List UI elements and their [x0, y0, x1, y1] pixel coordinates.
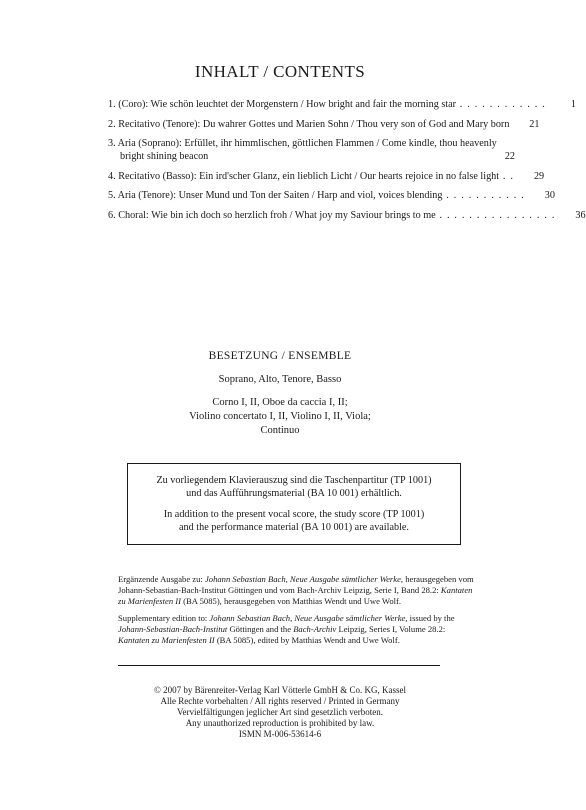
supplementary-edition-english: Supplementary edition to: Johann Sebastian Bach, Neue Ausgabe sämtlicher Werke, issued by the Johann-Sebastian-Bach-Institut Göttingen and the Bach-Archiv Leipzig, Series I, Volume 28.2: Kantaten zu Marienfesten II (BA 5085), edited by Matthias Wendt and Uwe Wolf. — [118, 613, 455, 645]
instrument-line: Violino concertato I, II, Violino I, II, Viola; — [189, 411, 371, 422]
toc-entry-1 — [108, 98, 576, 111]
availability-notice-box — [127, 463, 461, 545]
toc-entry-text: 5. Aria (Tenore): Unser Mund und Ton der Saiten / Harp and viol, voices blending . . . . . . . . . . . — [108, 190, 525, 201]
toc-entry-5 — [108, 189, 555, 202]
toc-page-number: 36 — [575, 209, 586, 221]
ensemble-voices: Soprano, Alto, Tenore, Basso — [218, 374, 342, 385]
ismn-number: ISMN M-006-53614-6 — [238, 729, 322, 739]
divider-rule — [118, 665, 440, 666]
toc-entry-text: 2. Recitativo (Tenore): Du wahrer Gottes und Marien Sohn / Thou very son of God and Mary born — [108, 118, 510, 130]
toc-page-number: 1 — [570, 99, 576, 110]
toc-entry-text: 4. Recitativo (Basso): Ein ird'scher Glanz, ein lieblich Licht / Our hearts rejoice in no false light . . — [108, 170, 515, 182]
toc-entry-3 — [108, 137, 515, 163]
toc-entry-text-continued: bright shining beacon — [120, 151, 209, 162]
ensemble-instruments — [0, 396, 560, 438]
availability-notice-english: In addition to the present vocal score, the study score (TP 1001) and the performance material (BA 10 001) are available. — [163, 509, 425, 533]
toc-entry-6 — [108, 209, 586, 222]
toc-page-number: 30 — [544, 190, 555, 201]
leader-dots: . . . . . . . . . . . . — [456, 99, 546, 110]
copyright-line: © 2007 by Bärenreiter-Verlag Karl Vötterle GmbH & Co. KG, Kassel — [154, 685, 406, 695]
availability-notice-german: Zu vorliegendem Klavierauszug sind die Taschenpartitur (TP 1001) und das Aufführungsmaterial (BA 10 001) erhältlich. — [156, 475, 432, 499]
instrument-line: Corno I, II, Oboe da caccia I, II; — [212, 397, 348, 408]
supplementary-edition-german: Ergänzende Ausgabe zu: Johann Sebastian Bach, Neue Ausgabe sämtlicher Werke, herausgegeben vom Johann-Sebastian-Bach-Institut Göttingen und vom Bach-Archiv Leipzig, Serie I, Band 28.2: Kantaten zu Marienfesten II (BA 5085), herausgegeben von Matthias Wendt und Uwe Wolf. — [118, 574, 474, 606]
leader-dots: . . . . . . . . . . . — [442, 190, 525, 201]
toc-page-number: 29 — [533, 170, 545, 182]
reproduction-line-english: Any unauthorized reproduction is prohibited by law. — [185, 718, 375, 728]
leader-dots: . . . . . . . . . . . . . . . . — [435, 209, 556, 221]
rights-line: Alle Rechte vorbehalten / All rights reserved / Printed in Germany — [160, 696, 400, 706]
page-title: INHALT / CONTENTS — [194, 62, 366, 81]
toc-entry-2 — [108, 118, 540, 131]
ensemble-heading: BESETZUNG / ENSEMBLE — [208, 350, 352, 362]
toc-page-number: 22 — [504, 151, 515, 162]
toc-entry-4 — [108, 170, 545, 183]
toc-entry-text: 3. Aria (Soprano): Erfüllet, ihr himmlischen, göttlichen Flammen / Come kindle, thou heavenly — [108, 138, 497, 149]
reproduction-line-german: Vervielfältigungen jeglicher Art sind gesetzlich verboten. — [177, 707, 383, 717]
toc-entry-text: 1. (Coro): Wie schön leuchtet der Morgenstern / How bright and fair the morning star . . . . . . . . . . . . — [108, 99, 546, 110]
leader-dots: . . — [499, 170, 515, 182]
toc-page-number: 21 — [529, 118, 540, 130]
toc-entry-text: 6. Choral: Wie bin ich doch so herzlich froh / What joy my Saviour brings to me . . . . . . . . . . . . . . . . — [108, 209, 556, 221]
table-of-contents — [108, 98, 586, 228]
copyright-block — [0, 685, 560, 740]
instrument-line: Continuo — [260, 425, 300, 436]
